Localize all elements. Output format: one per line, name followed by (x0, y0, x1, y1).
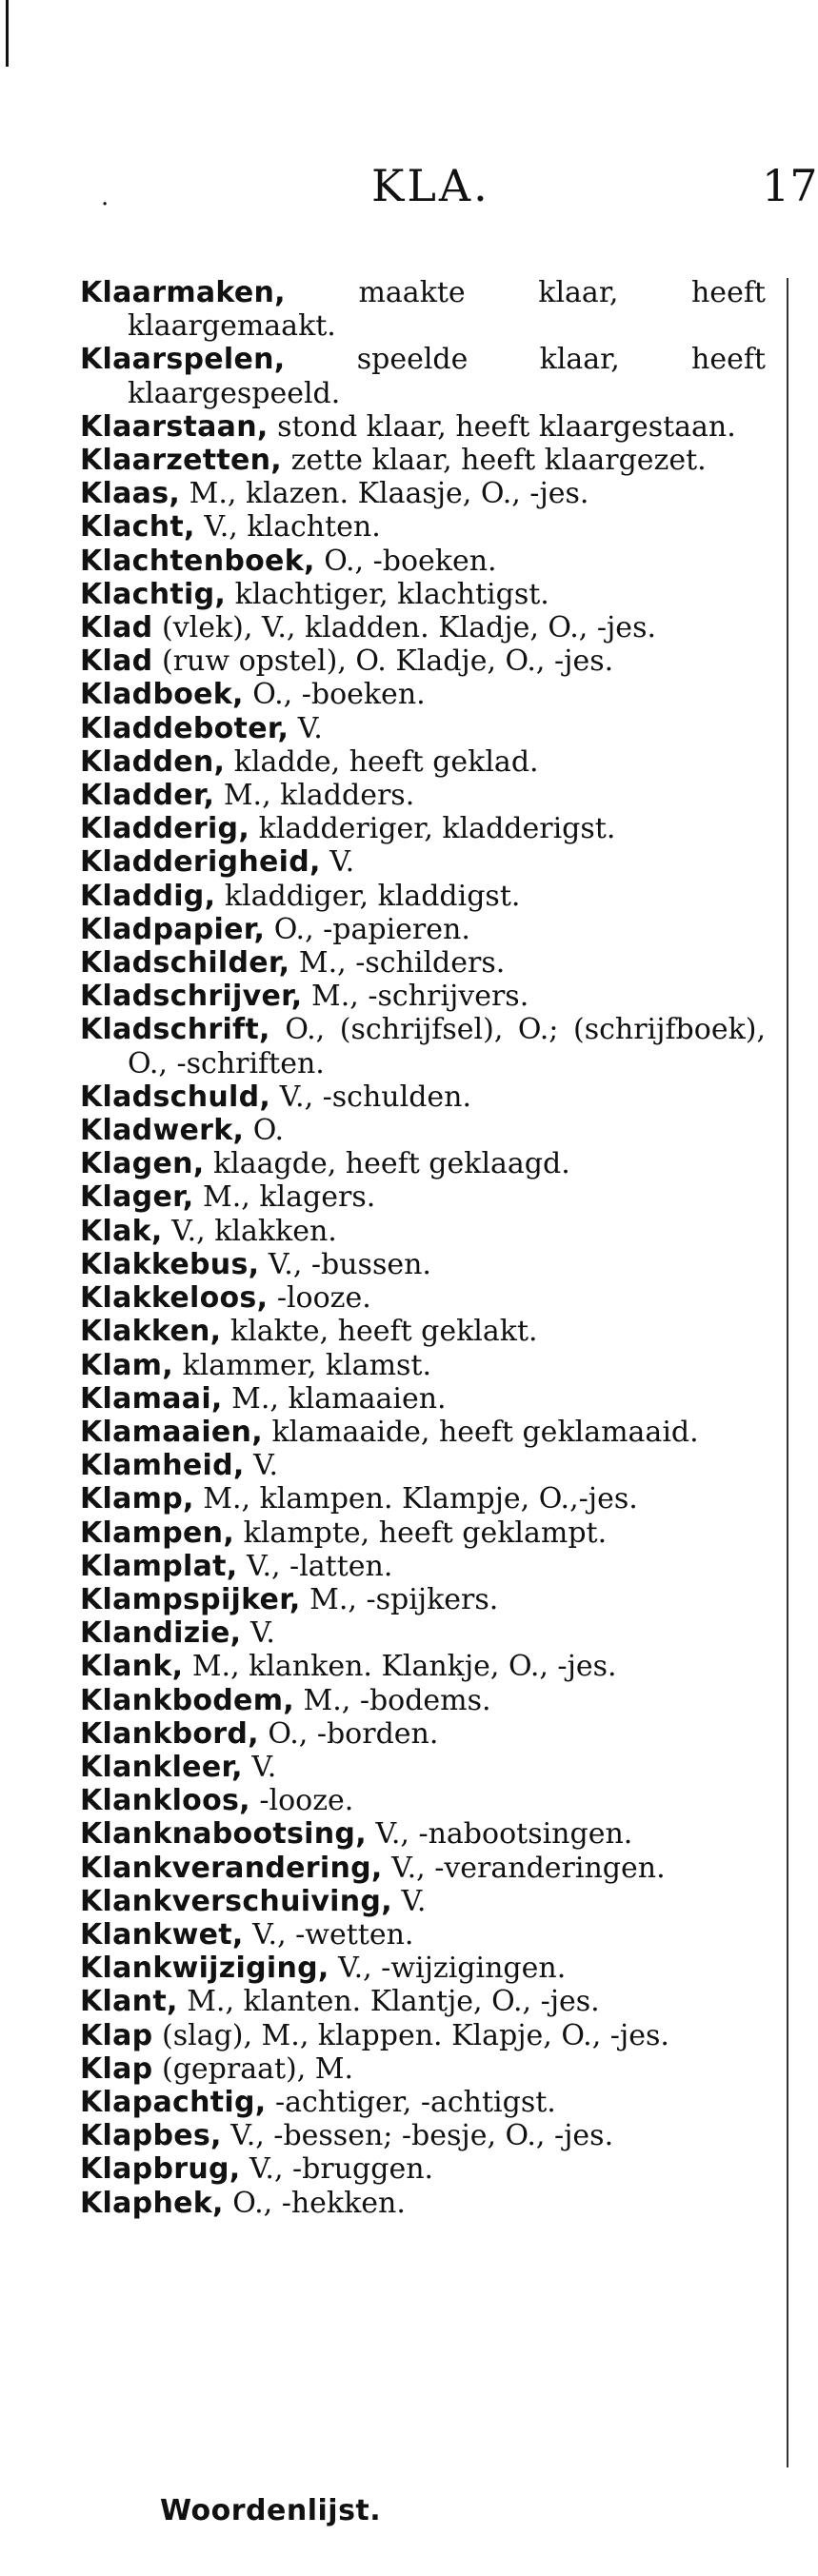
entry-definition: M., klagers. (203, 1180, 376, 1215)
dictionary-entry (80, 1114, 766, 1147)
entry-definition: M., -schilders. (298, 946, 506, 981)
entry-definition: M., klazen. Klaasje, O., -jes. (189, 477, 589, 511)
entry-headword: Klankverschuiving, (80, 1884, 392, 1918)
entry-definition: klammer, klamst. (182, 1348, 432, 1382)
dictionary-entry (80, 946, 766, 980)
entry-headword: Kladden, (80, 744, 226, 779)
dictionary-entry (80, 2152, 766, 2186)
entry-definition: kladdiger, kladdigst. (224, 879, 521, 913)
dictionary-entry (80, 880, 766, 913)
entry-definition: V. (297, 711, 323, 745)
dictionary-entry (80, 845, 766, 879)
entry-headword: Klacht, (80, 510, 195, 545)
entry-definition: O., -boeken. (324, 544, 497, 578)
column-rule (787, 278, 788, 2467)
entry-headword: Klager, (80, 1180, 194, 1215)
entry-definition: klachtiger, klachtigst. (234, 577, 549, 611)
dictionary-entry (80, 1885, 766, 1918)
dictionary-entry (80, 2187, 766, 2220)
entry-headword: Klakken, (80, 1315, 222, 1349)
entry-definition: O., (schrijfsel), O.; (schrijfboek), O., -schriften. (128, 1013, 766, 1080)
entry-headword: Kladschilder, (80, 946, 290, 981)
entry-definition: -looze. (259, 1784, 354, 1818)
dictionary-entry (80, 1180, 766, 1214)
entry-headword: Kladschrift, (80, 1013, 270, 1047)
entry-headword: Kladderig, (80, 812, 250, 846)
entry-definition: M., klamaaien. (231, 1381, 447, 1416)
entry-definition: -looze. (276, 1281, 371, 1316)
dictionary-entry (80, 1985, 766, 2018)
entry-headword: Klad (80, 644, 153, 679)
entry-headword: Klankbord, (80, 1716, 259, 1751)
dictionary-entry (80, 1650, 766, 1683)
entry-definition: (ruw opstel), O. Kladje, O., -jes. (162, 644, 614, 679)
dictionary-entry (80, 2052, 766, 2086)
entry-definition: M., -bodems. (303, 1683, 491, 1717)
entry-headword: Klapachtig, (80, 2085, 267, 2119)
entry-definition: speelde klaar, heeft klaargespeeld. (128, 343, 766, 410)
entry-definition: V., -nabootsingen. (375, 1817, 633, 1852)
entry-definition: stond klaar, heeft klaargestaan. (277, 409, 736, 444)
entry-headword: Klankwijziging, (80, 1952, 329, 1986)
entry-definition: klampte, heeft geklampt. (243, 1516, 608, 1550)
entry-headword: Klamplat, (80, 1549, 238, 1583)
dictionary-entry (80, 1684, 766, 1717)
entry-definition: klakte, heeft geklakt. (229, 1315, 538, 1349)
entry-definition: V. (401, 1884, 427, 1918)
dictionary-entry (80, 1416, 766, 1449)
dictionary-entry (80, 678, 766, 711)
dictionary-entry (80, 1315, 766, 1348)
entry-definition: M., klanten. Klantje, O., -jes. (187, 1985, 600, 2019)
dictionary-entry (80, 712, 766, 745)
entry-headword: Kladwerk, (80, 1114, 245, 1148)
entry-definition: V., -bessen; -besje, O., -jes. (230, 2119, 614, 2153)
entry-headword: Klaarzetten, (80, 444, 283, 478)
entry-headword: Klamaaien, (80, 1415, 263, 1449)
dictionary-entry (80, 1248, 766, 1281)
entry-definition: M., -spijkers. (309, 1582, 499, 1616)
entry-headword: Klankwet, (80, 1917, 244, 1952)
page-title: KLA. (371, 160, 490, 211)
entry-headword: Klapbes, (80, 2119, 222, 2153)
entry-definition: maakte klaar, heeft klaargemaakt. (128, 276, 766, 344)
page-edge-mark (6, 0, 9, 67)
entry-headword: Klachtenboek, (80, 544, 315, 578)
signature-mark: Woordenlijst. (160, 2494, 382, 2527)
page-number: 17 (762, 160, 818, 211)
entry-headword: Klaarspelen, (80, 343, 286, 377)
entry-headword: Klandizie, (80, 1616, 242, 1651)
dictionary-entry (80, 1516, 766, 1550)
dictionary-entry (80, 343, 766, 409)
dictionary-entry (80, 1215, 766, 1248)
dictionary-entry (80, 1349, 766, 1382)
dictionary-entry (80, 1784, 766, 1817)
dictionary-entry (80, 1918, 766, 1952)
entry-definition: V., -latten. (247, 1549, 393, 1583)
dictionary-entry (80, 2086, 766, 2119)
entry-headword: Klampen, (80, 1516, 235, 1550)
dictionary-entry (80, 611, 766, 644)
entry-headword: Klad (80, 611, 153, 645)
dictionary-entry (80, 1583, 766, 1616)
dictionary-entry (80, 545, 766, 578)
entry-headword: Klakkebus, (80, 1247, 260, 1281)
entry-headword: Kladboek, (80, 678, 244, 712)
entry-headword: Klamheid, (80, 1449, 245, 1483)
entry-definition: V. (253, 1449, 279, 1483)
dictionary-entry (80, 1013, 766, 1080)
dictionary-entry (80, 812, 766, 845)
dictionary-entry (80, 2119, 766, 2152)
entry-headword: Klapbrug, (80, 2152, 241, 2187)
running-header (0, 152, 818, 219)
entry-definition: (slag), M., klappen. Klapje, O., -jes. (162, 2018, 669, 2052)
entry-headword: Klampspijker, (80, 1582, 301, 1616)
entry-definition: (gepraat), M. (162, 2051, 354, 2086)
dictionary-entry (80, 477, 766, 510)
entry-headword: Kladschuld, (80, 1080, 271, 1114)
entry-headword: Klaarmaken, (80, 276, 286, 309)
entry-headword: Kladdeboter, (80, 711, 289, 745)
dictionary-entry (80, 1717, 766, 1751)
entry-definition: klaagde, heeft geklaagd. (213, 1147, 570, 1181)
entry-definition: V. (249, 1616, 275, 1651)
dictionary-entry (80, 1449, 766, 1482)
entry-definition: V., klakken. (171, 1214, 337, 1248)
entry-headword: Klamp, (80, 1482, 194, 1516)
entry-definition: -achtiger, -achtigst. (274, 2085, 556, 2119)
entry-definition: O., -hekken. (232, 2186, 406, 2220)
entry-list (80, 276, 766, 2220)
entry-headword: Klachtig, (80, 577, 227, 611)
entry-definition: V. (329, 845, 355, 880)
dictionary-entry (80, 444, 766, 477)
dictionary-entry (80, 578, 766, 611)
dictionary-entry (80, 779, 766, 812)
entry-definition: O., -borden. (268, 1716, 439, 1751)
entry-headword: Kladderigheid, (80, 845, 321, 880)
dictionary-entry (80, 410, 766, 444)
entry-headword: Klaphek, (80, 2186, 224, 2220)
entry-definition: O., -boeken. (252, 678, 426, 712)
entry-definition: zette klaar, heeft klaargezet. (290, 444, 707, 478)
header-dot: · (101, 190, 110, 219)
dictionary-entry (80, 1751, 766, 1784)
entry-headword: Klak, (80, 1214, 163, 1248)
dictionary-entry (80, 1952, 766, 1985)
entry-definition: V., -veranderingen. (391, 1851, 666, 1885)
dictionary-entry (80, 1147, 766, 1180)
dictionary-entry (80, 1550, 766, 1583)
entry-definition: V., -wijzigingen. (338, 1952, 567, 1986)
dictionary-entry (80, 980, 766, 1013)
entry-headword: Klap (80, 2018, 153, 2052)
entry-headword: Klagen, (80, 1147, 205, 1181)
entry-headword: Klankloos, (80, 1784, 250, 1818)
entry-headword: Klankverandering, (80, 1851, 383, 1885)
entry-headword: Klaas, (80, 477, 181, 511)
entry-definition: kladde, heeft geklad. (233, 744, 539, 779)
entry-definition: O., -papieren. (273, 912, 470, 946)
dictionary-entry (80, 2019, 766, 2052)
entry-definition: (vlek), V., kladden. Kladje, O., -jes. (162, 611, 656, 645)
entry-definition: V., -bussen. (268, 1247, 431, 1281)
entry-headword: Klam, (80, 1348, 173, 1382)
entry-definition: M., klampen. Klampje, O.,-jes. (203, 1482, 638, 1516)
dictionary-entry (80, 1817, 766, 1851)
entry-definition: V., -bruggen. (249, 2152, 434, 2187)
dictionary-entry (80, 1382, 766, 1416)
entry-definition: V., klachten. (204, 510, 381, 545)
dictionary-entry (80, 913, 766, 946)
dictionary-entry (80, 1482, 766, 1516)
dictionary-entry (80, 1080, 766, 1114)
entry-headword: Klanknabootsing, (80, 1817, 367, 1852)
entry-headword: Klant, (80, 1985, 178, 2019)
entry-definition: O. (252, 1114, 285, 1148)
entry-definition: M., kladders. (223, 779, 415, 813)
entry-definition: klamaaide, heeft geklamaaid. (271, 1415, 699, 1449)
entry-headword: Klaarstaan, (80, 409, 269, 444)
dictionary-entry (80, 1616, 766, 1650)
dictionary-entry (80, 510, 766, 544)
dictionary-entry (80, 1281, 766, 1315)
entry-definition: M., -schrijvers. (311, 980, 529, 1014)
entry-headword: Klankbodem, (80, 1683, 294, 1717)
entry-headword: Klakkeloos, (80, 1281, 269, 1316)
entry-headword: Klamaai, (80, 1381, 223, 1416)
dictionary-entry (80, 644, 766, 678)
entry-definition: M., klanken. Klankje, O., -jes. (191, 1650, 617, 1684)
entry-headword: Kladder, (80, 779, 215, 813)
entry-headword: Klap (80, 2051, 153, 2086)
dictionary-entry (80, 1852, 766, 1885)
entry-definition: V., -schulden. (279, 1080, 472, 1114)
dictionary-entry (80, 745, 766, 779)
entry-headword: Kladpapier, (80, 912, 266, 946)
entry-definition: V., -wetten. (252, 1917, 414, 1952)
dictionary-entry (80, 276, 766, 343)
entry-definition: V. (251, 1750, 277, 1784)
entry-headword: Kladdig, (80, 879, 216, 913)
entry-headword: Klank, (80, 1650, 184, 1684)
entry-definition: kladderiger, kladderigst. (258, 812, 616, 846)
entry-headword: Klankleer, (80, 1750, 243, 1784)
entry-headword: Kladschrijver, (80, 980, 303, 1014)
